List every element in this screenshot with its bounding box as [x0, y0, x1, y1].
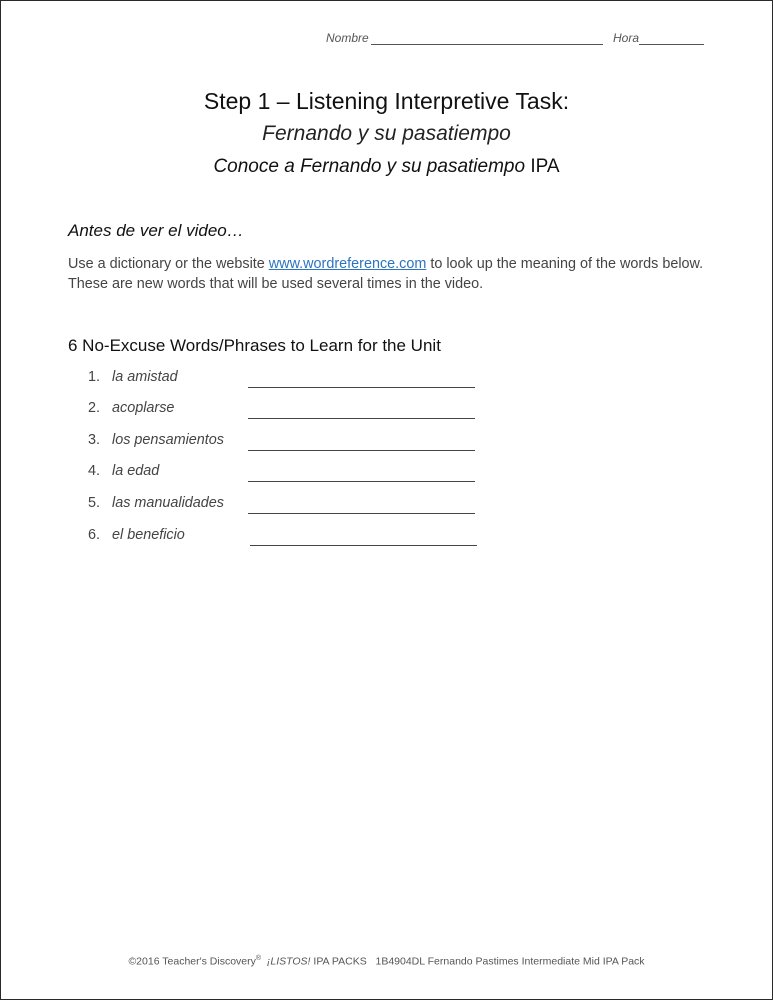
instructions-text-1: Use a dictionary or the website [68, 256, 269, 272]
vocab-heading: 6 No-Excuse Words/Phrases to Learn for the Unit [68, 336, 441, 355]
page-subtitle: Fernando y su pasatiempo [262, 122, 511, 145]
page-footer [0, 955, 773, 968]
vocab-answer-field[interactable] [248, 371, 475, 388]
footer-copyright: ©2016 Teacher's Discovery [128, 955, 256, 968]
ipa-title-italic: Conoce a Fernando y su pasatiempo [213, 156, 526, 177]
vocab-number: 5. [88, 495, 101, 511]
vocab-item [88, 463, 488, 485]
vocab-item [88, 369, 488, 391]
name-field[interactable] [371, 44, 603, 45]
instructions-paragraph [68, 254, 708, 294]
vocab-answer-field[interactable] [248, 402, 475, 419]
footer-registered-mark: ® [255, 955, 262, 962]
wordreference-link[interactable]: www.wordreference.com [268, 256, 427, 272]
footer-product: IPA PACKS [313, 955, 367, 968]
vocab-answer-field[interactable] [250, 529, 477, 546]
vocab-word: la amistad [112, 369, 178, 385]
vocab-answer-field[interactable] [248, 434, 475, 451]
vocab-word: acoplarse [112, 400, 175, 416]
vocab-number: 1. [88, 369, 101, 385]
vocab-item [88, 400, 488, 422]
footer-brand: ¡LISTOS! [266, 955, 311, 968]
ipa-title-suffix: IPA [530, 156, 560, 177]
vocab-word: la edad [112, 463, 160, 479]
vocab-answer-field[interactable] [248, 465, 475, 482]
instructions-text-2: to look up the meaning of the words below. These are new words that will be used several times in the video. [68, 256, 704, 292]
vocab-number: 6. [88, 527, 101, 543]
vocab-item [88, 527, 488, 549]
vocab-answer-field[interactable] [248, 497, 475, 514]
before-video-heading: Antes de ver el video… [68, 221, 244, 240]
vocab-word: el beneficio [112, 527, 185, 543]
vocab-item [88, 495, 488, 517]
page-title: Step 1 – Listening Interpretive Task: [203, 88, 570, 114]
time-label: Hora [613, 31, 640, 45]
vocab-word: las manualidades [112, 495, 224, 511]
footer-code-title: 1B4904DL Fernando Pastimes Intermediate Mid IPA Pack [375, 955, 645, 968]
vocab-number: 4. [88, 463, 101, 479]
vocab-number: 2. [88, 400, 101, 416]
name-label: Nombre [326, 31, 369, 45]
vocab-item [88, 432, 488, 454]
vocab-word: los pensamientos [112, 432, 224, 448]
ipa-title [0, 156, 773, 178]
vocab-number: 3. [88, 432, 101, 448]
time-field[interactable] [639, 44, 704, 45]
